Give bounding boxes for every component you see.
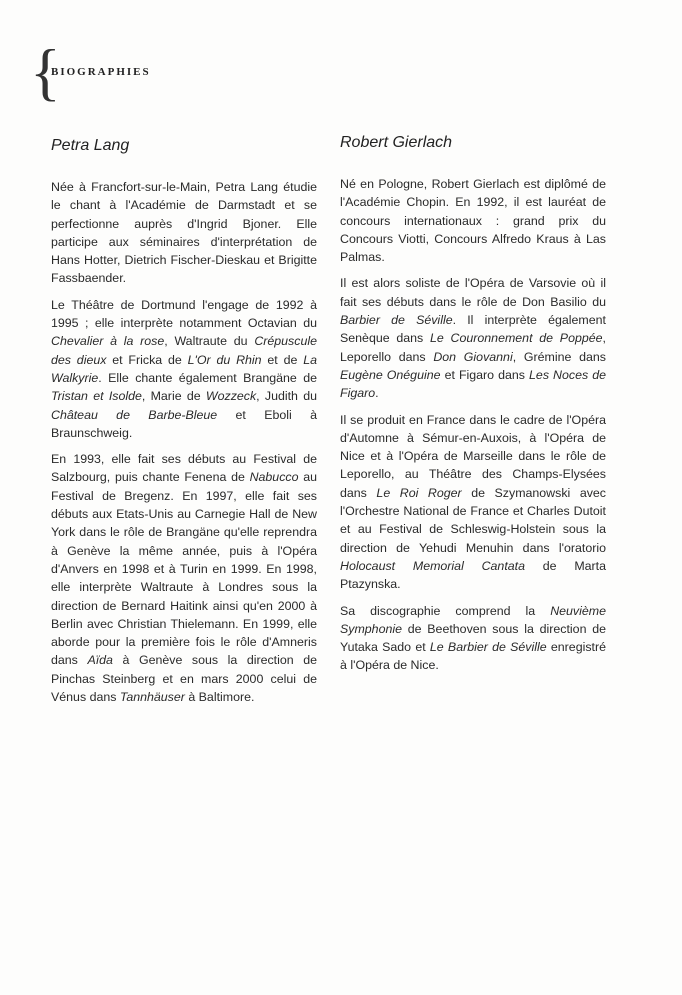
text-run: Il est alors soliste de l'Opéra de Varsovie où il fait ses débuts dans le rôle de Don Basilio du (340, 276, 606, 309)
biography-paragraph (51, 178, 317, 288)
text-run: de Marta Ptazynska. (340, 558, 606, 592)
text-run: , Leporello dans (340, 331, 606, 364)
text-run: , Waltraute du (164, 334, 255, 349)
section-brace-ornament: { (30, 36, 61, 107)
biography-text (51, 178, 317, 706)
italic-work-title: Château de Barbe-Bleue (51, 407, 218, 422)
text-run: , Judith du (256, 389, 317, 404)
biography-paragraph (340, 274, 606, 402)
italic-work-title: Eugène Onéguine (340, 367, 441, 382)
text-run: enregistré à l'Opéra de Nice. (340, 640, 606, 673)
text-run: et Fricka de (106, 352, 188, 367)
biography-paragraph (340, 602, 606, 675)
text-run: de Beethoven sous la direction de Yutaka Sado et (340, 621, 606, 655)
italic-work-title: Wozzeck (205, 389, 257, 404)
italic-work-title: Aïda (87, 653, 113, 668)
italic-work-title: Tannhäuser (119, 690, 185, 705)
text-run: , Grémine dans (512, 349, 606, 364)
italic-work-title: Don Giovanni (433, 349, 513, 364)
text-run: . Il interprète également Senèque dans (340, 313, 606, 346)
biography-petra-lang (51, 136, 317, 714)
text-run: au Festival de Bregenz. En 1997, elle fait ses débuts aux Etats-Unis au Carnegie Hall de New York dans le rôle de Brangäne qu'elle reprendra à Genève la même année, puis à l'Opéra d'Anvers en 1998 et à Turin en 1999. En 1998, elle interprète Waltraute à Londres sous la direction de Bernard Haitink ainsi qu'en 2000 à Berlin avec Christian Thielemann. En 1999, elle aborde pour la première fois le rôle d'Amneris dans (51, 470, 317, 668)
artist-name: Robert Gierlach (340, 134, 453, 151)
text-run: de Szymanowski avec l'Orchestre National de France et Charles Dutoit et au Festival de Schleswig-Holstein sous la direction de Yehudi Menuhin dans l'oratorio (340, 485, 607, 555)
italic-work-title: Le Roi Roger (376, 485, 462, 500)
italic-work-title: Chevalier à la rose (51, 334, 165, 349)
text-run: Née à Francfort-sur-le-Main, Petra Lang étudie le chant à l'Académie de Darmstadt et se perfectionne auprès d'Ingrid Bjoner. Elle participe aux séminaires d'interprétation de Hans Hotter, Dietrich Fischer-Dieskau et Brigitte Fassbaender. (51, 180, 317, 286)
text-run: Sa discographie comprend la (340, 603, 551, 618)
text-run: et Eboli à Braunschweig. (51, 407, 317, 440)
italic-work-title: Crépuscule des dieux (51, 334, 317, 367)
biography-paragraph (340, 411, 606, 594)
biography-paragraph (51, 296, 317, 442)
text-run: à Baltimore. (184, 690, 255, 705)
text-run: Il se produit en France dans le cadre de l'Opéra d'Automne à Sémur-en-Auxois, à l'Opéra de Nice et à l'Opéra de Marseille dans le rôle de Leporello, au Théâtre des Champs-Elysées dans (340, 412, 606, 500)
italic-work-title: Barbier de Séville (340, 313, 453, 328)
biography-paragraph (340, 175, 606, 266)
text-run: En 1993, elle fait ses débuts au Festival de Salzbourg, puis chante Fenena de (51, 452, 317, 485)
biography-robert-gierlach (340, 133, 606, 683)
biography-text (340, 175, 606, 675)
text-run: à Genève sous la direction de Pinchas Steinberg et en mars 2000 celui de Vénus dans (51, 653, 317, 705)
italic-work-title: Tristan et Isolde (51, 389, 142, 404)
italic-work-title: Le Barbier de Séville (429, 640, 547, 655)
italic-work-title: Holocaust Memorial Cantata (340, 558, 525, 573)
section-title: BIOGRAPHIES (51, 66, 151, 78)
text-run: Né en Pologne, Robert Gierlach est diplômé de l'Académie Chopin. En 1992, il est lauréat de concours internationaux : grand prix du Concours Viotti, Concours Alfredo Kraus à Las Palmas. (340, 177, 606, 265)
text-run: , Marie de (141, 389, 206, 404)
italic-work-title: L'Or du Rhin (187, 352, 262, 367)
italic-work-title: Neuvième Symphonie (340, 603, 606, 636)
text-run: et de (261, 352, 304, 367)
text-run: . (375, 386, 379, 401)
italic-work-title: Nabucco (249, 470, 299, 485)
text-run: . Elle chante également Brangäne de (98, 370, 317, 385)
italic-work-title: Les Noces de Figaro (340, 367, 607, 401)
italic-work-title: La Walkyrie (51, 352, 317, 385)
italic-work-title: Le Couronnement de Poppée (430, 331, 603, 346)
text-run: Le Théâtre de Dortmund l'engage de 1992 à 1995 ; elle interprète notamment Octavian du (51, 297, 317, 331)
biography-paragraph (51, 450, 317, 706)
text-run: et Figaro dans (440, 367, 530, 382)
artist-name: Petra Lang (51, 137, 130, 154)
